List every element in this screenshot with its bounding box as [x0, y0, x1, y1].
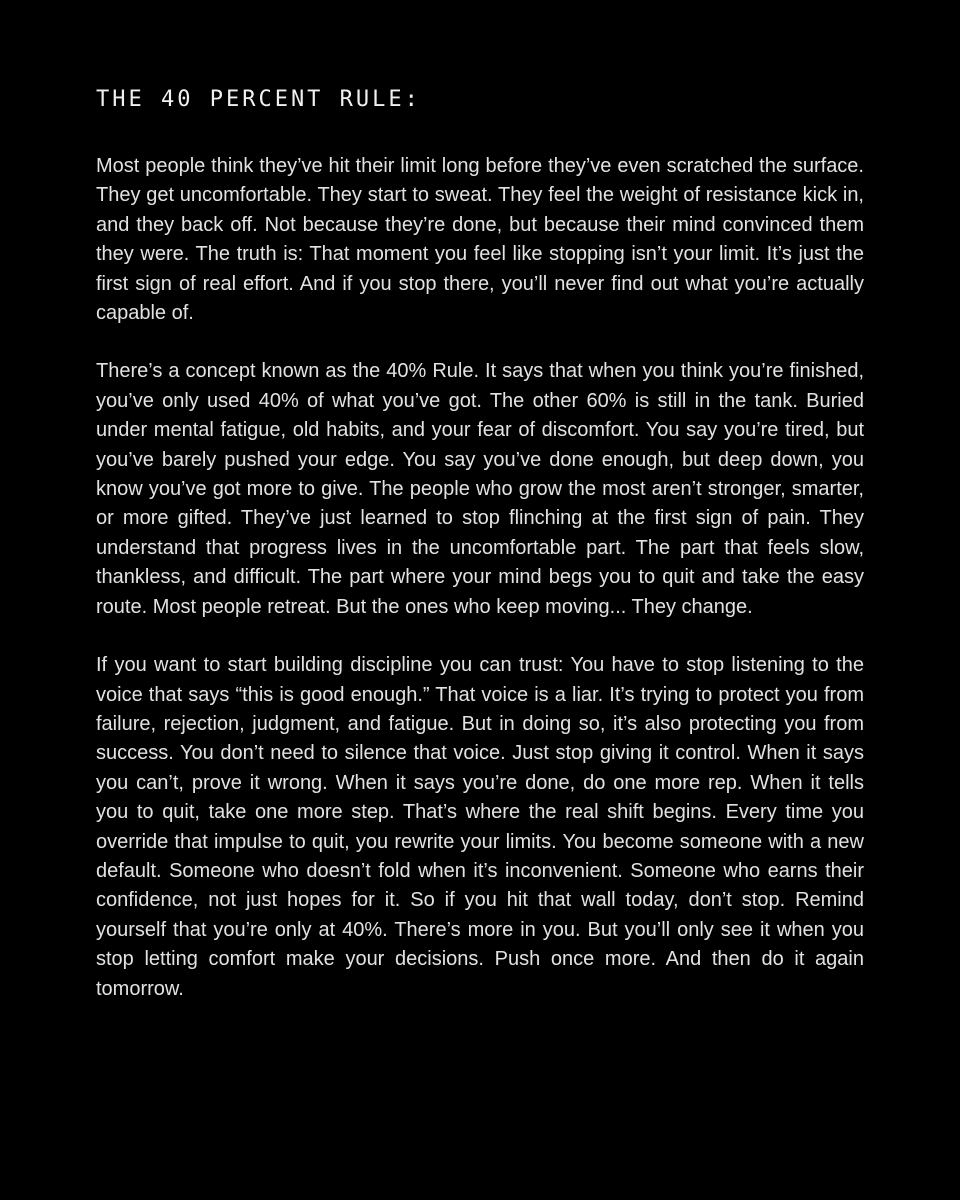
document-body: [96, 86, 864, 1033]
paragraph-intro: Most people think they’ve hit their limit long before they’ve even scratched the surface. They get uncomfortable. They start to sweat. They feel the weight of resistance kick in, and they back off. Not because they’re done, but because their mind convinced them they were. The truth is: That moment you feel like stopping isn’t your limit. It’s just the first sign of real effort. And if you stop there, you’ll never find out what you’re actually capable of.: [96, 155, 864, 325]
paragraph-discipline: If you want to start building discipline you can trust: You have to stop listening to the voice that says “this is good enough.” That voice is a liar. It’s trying to protect you from failure, rejection, judgment, and fatigue. But in doing so, it’s also protecting you from success. You don’t need to silence that voice. Just stop giving it control. When it says you can’t, prove it wrong. When it says you’re done, do one more rep. When it tells you to quit, take one more step. That’s where the real shift begins. Every time you override that impulse to quit, you rewrite your limits. You become someone with a new default. Someone who doesn’t fold when it’s inconvenient. Someone who earns their confidence, not just hopes for it. So if you hit that wall today, don’t stop. Remind yourself that you’re only at 40%. There’s more in you. But you’ll only see it when you stop letting comfort make your decisions. Push once more. And then do it again tomorrow.: [96, 654, 864, 1000]
paragraph-40-percent-rule: There’s a concept known as the 40% Rule. It says that when you think you’re finished, you’ve only used 40% of what you’ve got. The other 60% is still in the tank. Buried under mental fatigue, old habits, and your fear of discomfort. You say you’re tired, but you’ve barely pushed your edge. You say you’ve done enough, but deep down, you know you’ve got more to give. The people who grow the most aren’t stronger, smarter, or more gifted. They’ve just learned to stop flinching at the first sign of pain. They understand that progress lives in the uncomfortable part. The part that feels slow, thankless, and difficult. The part where your mind begs you to quit and take the easy route. Most people retreat. But the ones who keep moving... They change.: [96, 360, 864, 618]
document-title: THE 40 PERCENT RULE:: [96, 87, 421, 112]
